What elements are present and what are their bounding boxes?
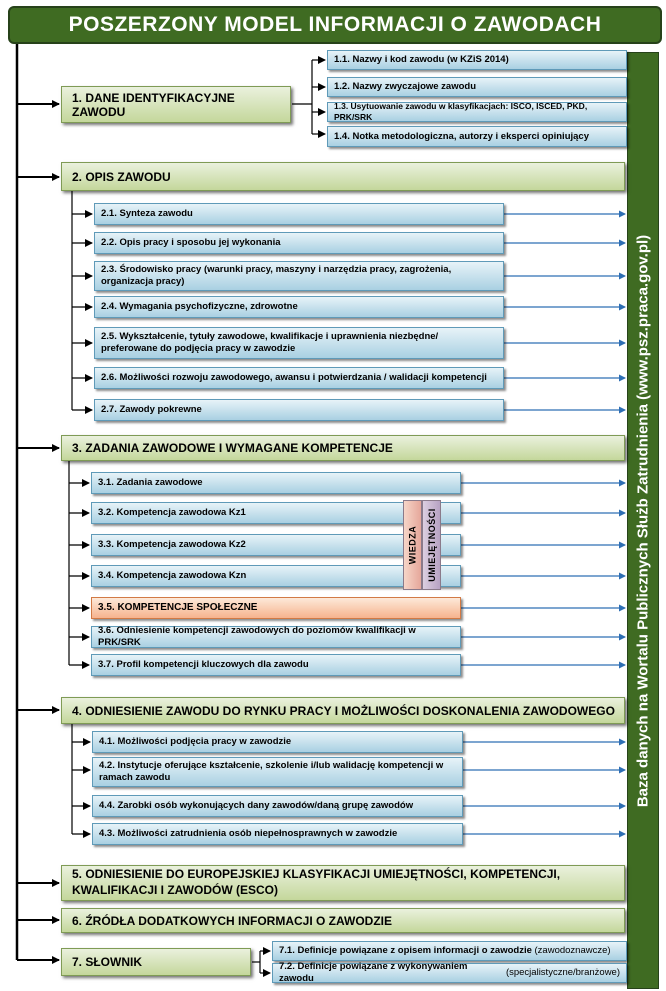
item-4-1: 4.1. Możliwości podjęcia pracy w zawodzie xyxy=(92,731,463,753)
item-1-1: 1.1. Nazwy i kod zawodu (w KZiS 2014) xyxy=(327,50,627,70)
item-7-1 xyxy=(272,941,627,961)
item-1-3: 1.3. Usytuowanie zawodu w klasyfikacjach: ISCO, ISCED, PKD, PRK/SRK xyxy=(327,102,627,122)
item-2-7: 2.7. Zawody pokrewne xyxy=(94,399,504,421)
item-7-1-note: (zawodoznawcze) xyxy=(534,945,611,957)
skills-bar xyxy=(422,500,441,590)
item-2-5: 2.5. Wykształcenie, tytuły zawodowe, kwalifikacje i uprawnienia niezbędne/ preferowane do podjęcia pracy w zawodzie xyxy=(94,327,504,359)
item-2-3: 2.3. Środowisko pracy (warunki pracy, maszyny i narzędzia pracy, zagrożenia, organizacja pracy) xyxy=(94,261,504,291)
section-7-glossary: 7. SŁOWNIK xyxy=(61,948,251,976)
item-7-2 xyxy=(272,963,627,983)
section-5-esco: 5. ODNIESIENIE DO EUROPEJSKIEJ KLASYFIKACJI UMIEJĘTNOŚCI, KOMPETENCJI, KWALIFIKACJI I ZAWODÓW (ESCO) xyxy=(61,865,625,901)
item-3-2: 3.2. Kompetencja zawodowa Kz1 xyxy=(91,502,461,524)
item-2-6: 2.6. Możliwości rozwoju zawodowego, awansu i potwierdzania / walidacji kompetencji xyxy=(94,367,504,389)
knowledge-bar xyxy=(403,500,422,590)
item-4-4: 4.4. Zarobki osób wykonujących dany zawodów/daną grupę zawodów xyxy=(92,795,463,817)
item-7-2-main: 7.2. Definicje powiązane z wykonywaniem zawodu xyxy=(279,961,468,984)
item-2-2: 2.2. Opis pracy i sposobu jej wykonania xyxy=(94,232,504,254)
section-1-identification: 1. DANE IDENTYFIKACYJNE ZAWODU xyxy=(61,86,291,123)
item-3-6: 3.6. Odniesienie kompetencji zawodowych do poziomów kwalifikacji w PRK/SRK xyxy=(91,626,461,648)
item-3-5-social: 3.5. KOMPETENCJE SPOŁECZNE xyxy=(91,597,461,619)
section-4-labour-market: 4. ODNIESIENIE ZAWODU DO RYNKU PRACY I MOŻLIWOŚCI DOSKONALENIA ZAWODOWEGO xyxy=(61,697,625,724)
item-3-3: 3.3. Kompetencja zawodowa Kz2 xyxy=(91,534,461,556)
item-3-7: 3.7. Profil kompetencji kluczowych dla zawodu xyxy=(91,654,461,676)
item-1-4: 1.4. Notka metodologiczna, autorzy i eksperci opiniujący xyxy=(327,126,627,147)
item-3-1: 3.1. Zadania zawodowe xyxy=(91,472,461,494)
section-3-tasks-competences: 3. ZADANIA ZAWODOWE I WYMAGANE KOMPETENCJE xyxy=(61,435,625,461)
page-title: POSZERZONY MODEL INFORMACJI O ZAWODACH xyxy=(8,6,662,44)
item-2-4: 2.4. Wymagania psychofizyczne, zdrowotne xyxy=(94,296,504,318)
item-2-1: 2.1. Synteza zawodu xyxy=(94,203,504,225)
item-3-4: 3.4. Kompetencja zawodowa Kzn xyxy=(91,565,461,587)
skills-label: UMIEJĘTNOŚCI xyxy=(426,508,437,582)
item-7-2-note: (specjalistyczne/branżowe) xyxy=(505,967,620,979)
knowledge-label: WIEDZA xyxy=(407,525,418,565)
database-side-label: Baza danych na Wortalu Publicznych Służb Zatrudnienia (www.psz.praca.gov.pl) xyxy=(634,234,652,807)
item-4-2: 4.2. Instytucje oferujące kształcenie, szkolenie i/lub walidację kompetencji w ramach zawodu xyxy=(92,757,463,787)
item-1-2: 1.2. Nazwy zwyczajowe zawodu xyxy=(327,77,627,97)
item-7-1-main: 7.1. Definicje powiązane z opisem informacji o zawodzie xyxy=(279,945,532,957)
section-6-sources: 6. ŹRÓDŁA DODATKOWYCH INFORMACJI O ZAWODZIE xyxy=(61,908,625,933)
item-4-3: 4.3. Możliwości zatrudnienia osób niepełnosprawnych w zawodzie xyxy=(92,823,463,845)
section-2-description: 2. OPIS ZAWODU xyxy=(61,162,625,191)
